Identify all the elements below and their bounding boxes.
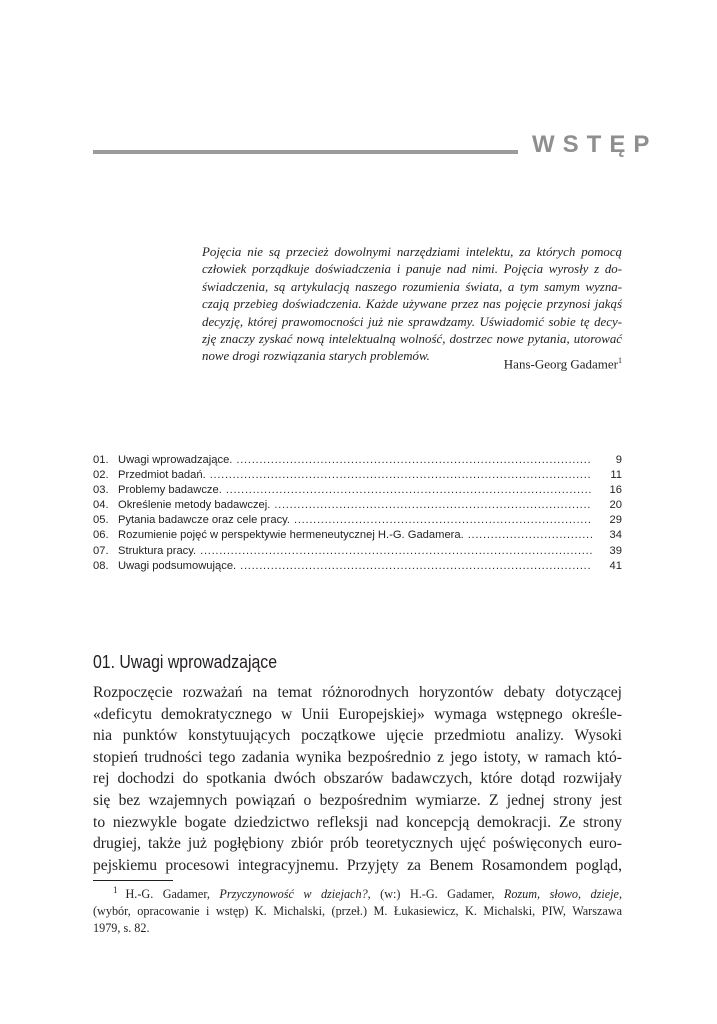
body-line: Rozpoczęcie rozważań na temat różnorodnych horyzontów debaty dotyczącej [93,684,622,701]
toc-title: Uwagi podsumowujące. [118,559,237,572]
toc-leader [210,468,592,483]
body-line: drugiej, także już pogłębiony zbiór prób teoretycznych ujęć poświęconych euro- [93,835,622,853]
motto-author [504,356,622,372]
body-line: to niezwykle bogate dziedzictwo refleksji nad koncepcją demokracji. Ze strony [93,813,622,831]
toc-number: 01. [93,454,109,466]
toc-page: 39 [609,544,622,557]
toc-number: 08. [93,559,109,572]
toc-leader [226,483,592,498]
toc-page: 20 [609,499,622,512]
motto-quote [202,244,622,366]
header-rule [93,150,518,154]
toc-number: 03. [93,484,109,497]
footnote-text: H.-G. Gadamer, [125,887,220,902]
motto-line: zję znaczy zyskać nową intelektualną wolność, dostrzec nowe pytania, utorować [202,332,622,347]
toc-entry[interactable] [93,544,622,559]
footnote-text: , (w:) H.-G. Gadamer, [367,887,504,902]
motto-line: człowiek porządkuje doświadczenia i panuje nad nimi. Pojęcia wyrosły z do- [202,262,622,277]
footnote-number: 1 [113,885,118,895]
toc-leader [468,528,592,543]
toc-leader [200,544,592,559]
toc-title: Przedmiot badań. [118,469,206,482]
toc-leader [274,498,592,513]
toc-title: Określenie metody badawczej. [118,499,271,512]
chapter-title: WSTĘP [532,131,658,158]
toc-entry[interactable] [93,483,622,498]
toc-title: Problemy badawcze. [118,484,222,497]
body-line: rej dochodzi do spotkania dwóch obszarów badawczych, które dotąd rozwijały [93,770,622,788]
motto-line: nowe drogi rozwiązania starych problemów. [202,349,430,364]
body-line: nia punktów konstytuujących początkowe ujęcie przedmiotu analizy. Wysoki [93,727,622,745]
toc-page: 11 [610,469,622,482]
footnote-title: Przyczynowość w dziejach? [219,887,368,902]
toc-entry[interactable] [93,528,622,543]
motto-line: czają przebieg doświadczenia. Każde używane przez nas pojęcie przynosi jakąś [202,297,622,312]
motto-line: świadczenia, są artykulacją naszego rozumienia świata, a tym samym wyzna- [202,279,622,294]
body-line: się bez wzajemnych powiązań o bezpośrednim wymiarze. Z jednej strony jest [93,791,622,809]
footnote-line: 1979, s. 82. [93,921,150,936]
toc-title: Uwagi wprowadzające. [118,454,233,466]
footnote-title: Rozum, słowo, dzieje [503,887,619,902]
footnote-line [93,882,622,903]
toc-page: 41 [609,559,622,572]
toc-number: 05. [93,514,109,527]
toc-title: Rozumienie pojęć w perspektywie hermeneutycznej H.-G. Gadamera. [118,529,464,542]
body-line: pejskiemu procesowi integracyjnemu. Przyjęty za Benem Rosamondem pogląd, [93,856,622,874]
toc-page: 9 [615,454,622,466]
toc-page: 16 [609,484,622,497]
toc-leader [294,513,592,528]
toc-title: Pytania badawcze oraz cele pracy. [118,514,291,527]
toc-entry[interactable] [93,468,622,483]
body-paragraph [93,682,622,876]
footnote-rule [93,880,173,881]
toc-number: 06. [93,529,109,542]
table-of-contents [93,453,622,574]
toc-leader [236,453,592,468]
toc-entry[interactable] [93,498,622,513]
toc-number: 02. [93,469,109,482]
toc-entry[interactable] [93,559,622,574]
motto-line: Pojęcia nie są przecież dowolnymi narzędziami intelektu, za których pomocą [202,245,622,259]
toc-leader [240,559,592,574]
toc-entry[interactable] [93,453,622,468]
toc-number: 07. [93,544,109,557]
footnote-line: (wybór, opracowanie i wstęp) K. Michalski, (przeł.) M. Łukasiewicz, K. Michalski, PIW, Warszawa [93,904,622,919]
toc-entry[interactable] [93,513,622,528]
body-line: «deficytu demokratycznego w Unii Europejskiej» wymaga wstępnego określe- [93,705,622,723]
footnote [93,882,622,938]
toc-page: 29 [609,514,622,527]
motto-author-name: Hans-Georg Gadamer [503,356,618,372]
body-line: stopień trudności tego zadania wynika bezpośrednio z jego istoty, w ramach któ- [93,748,622,766]
toc-title: Struktura pracy. [118,544,197,557]
toc-page: 34 [609,529,622,542]
footnote-text: , [618,887,622,902]
section-heading: 01. Uwagi wprowadzające [93,652,278,672]
footnote-reference[interactable]: 1 [618,356,622,365]
motto-line: decyzję, której prawomocności już nie sprawdzamy. Uświadomić sobie tę decy- [202,314,622,329]
toc-number: 04. [93,499,109,512]
